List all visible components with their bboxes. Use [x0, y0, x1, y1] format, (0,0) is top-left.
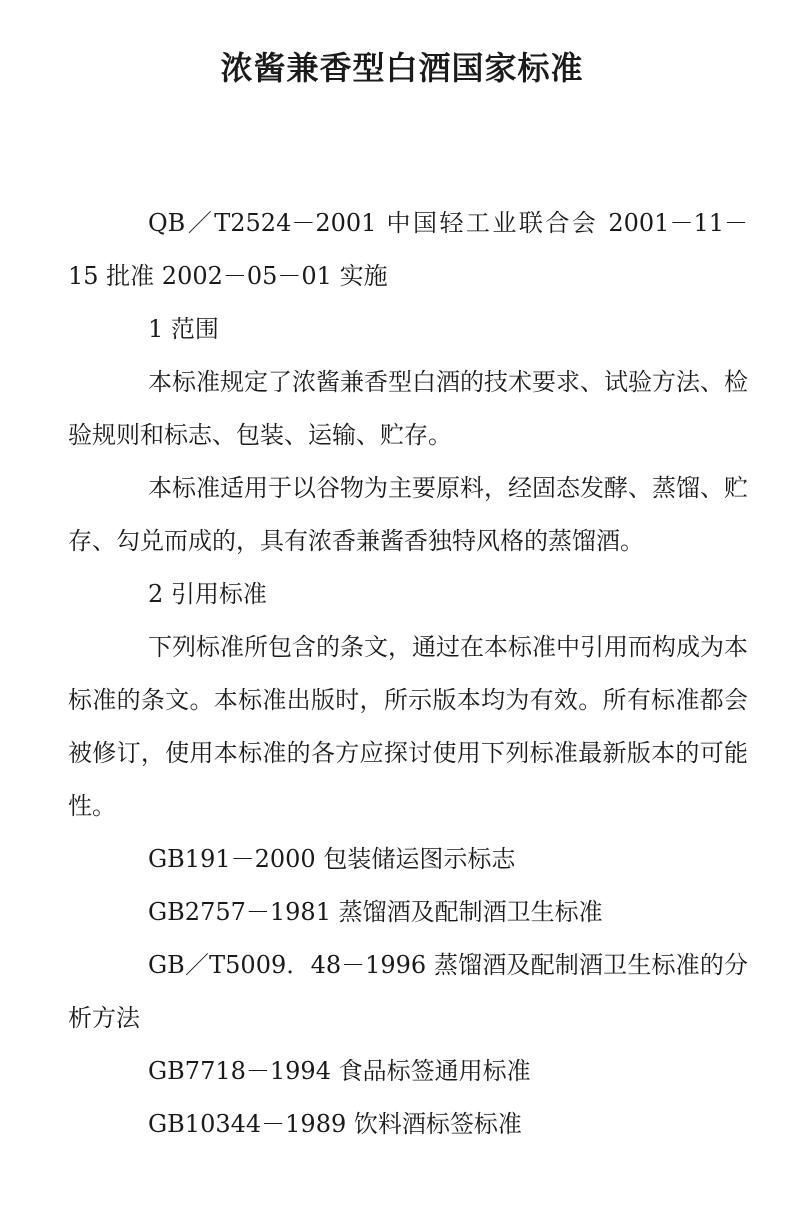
reference-item: GB7718－1994 食品标签通用标准	[148, 1057, 531, 1085]
reference-item: GB／T5009．48－1996 蒸馏酒及配制酒卫生标准的分析方法	[68, 951, 748, 1032]
reference-item: GB2757－1981 蒸馏酒及配制酒卫生标准	[148, 898, 603, 926]
section-heading-references: 2 引用标准	[148, 580, 267, 608]
body-paragraph: 本标准适用于以谷物为主要原料，经固态发酵、蒸馏、贮存、勾兑而成的，具有浓香兼酱香独特风格的蒸馏酒。	[68, 474, 748, 555]
body-paragraph: 本标准规定了浓酱兼香型白酒的技术要求、试验方法、检验规则和标志、包装、运输、贮存。	[68, 368, 748, 449]
document-body	[68, 197, 748, 1151]
reference-item: GB191－2000 包装储运图示标志	[148, 845, 516, 873]
standard-info-paragraph: QB／T2524－2001 中国轻工业联合会 2001－11－15 批准 2002－05－01 实施	[68, 209, 748, 290]
section-heading-scope: 1 范围	[148, 315, 219, 343]
body-paragraph: 下列标准所包含的条文，通过在本标准中引用而构成为本标准的条文。本标准出版时，所示版本均为有效。所有标准都会被修订，使用本标准的各方应探讨使用下列标准最新版本的可能性。	[68, 633, 748, 820]
reference-item: GB10344－1989 饮料酒标签标准	[148, 1110, 522, 1138]
document-title: 浓酱兼香型白酒国家标准	[220, 49, 584, 87]
